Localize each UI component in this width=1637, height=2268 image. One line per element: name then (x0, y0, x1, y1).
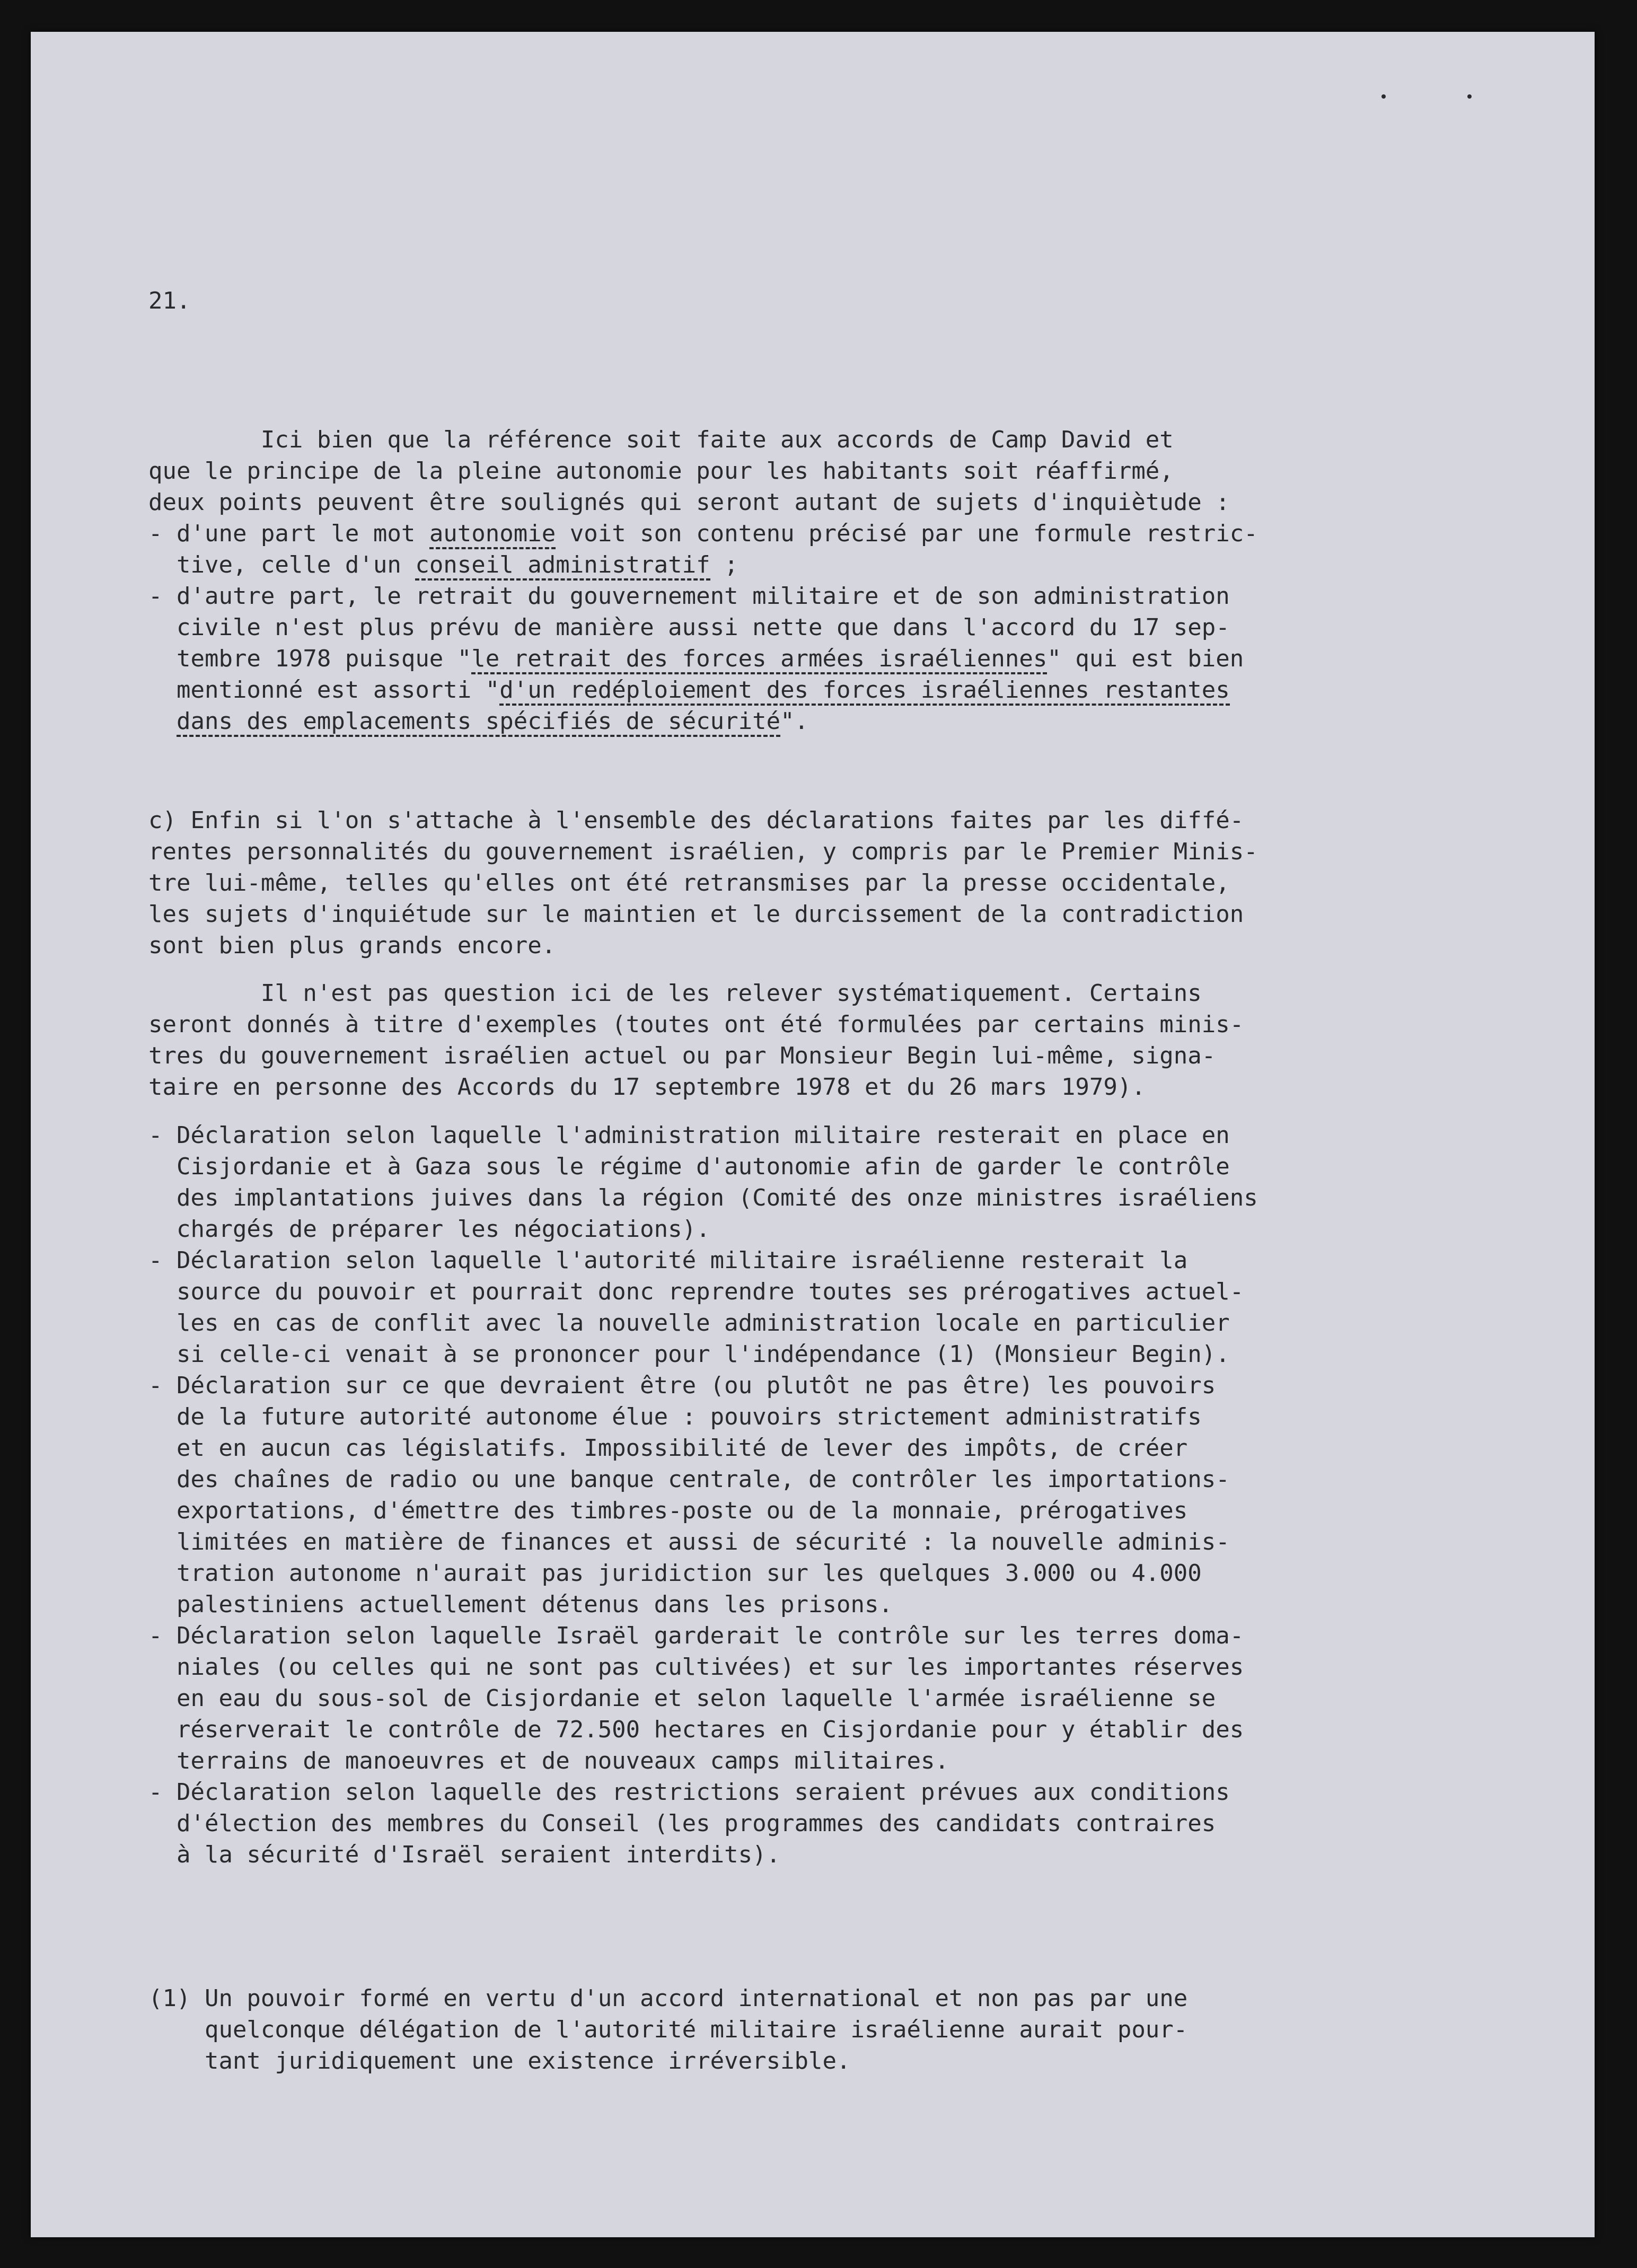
underlined-conseil: conseil administratif (415, 551, 710, 581)
punch-mark (1467, 94, 1472, 99)
list-item-declaration-1: - Déclaration selon laquelle l'administration militaire resterait en place en Cisjordanie et à Gaza sous le régime d'autonomie afin de garder le contrôle des implantations juives dans la région (Comité des onze ministres israéliens chargés de préparer les négociations). (148, 1122, 1258, 1243)
underlined-redeploiement: d'un redéploiement des forces israéliennes restantes (499, 676, 1230, 706)
underlined-autonomie: autonomie (429, 520, 556, 549)
paragraph-examples: Il n'est pas question ici de les relever systématiquement. Certains seront donnés à titre d'exemples (toutes ont été formulées par certains minis- tres du gouvernement israélien actuel ou par Monsieur Begin lui-même, signa- taire en personne des Accords du 17 septembre 1978 et du 26 mars 1979). (148, 980, 1244, 1101)
list-item-declaration-4: - Déclaration selon laquelle Israël garderait le contrôle sur les terres doma- niales (ou celles qui ne sont pas cultivées) et sur les importantes réserves en eau du sous-sol de Cisjordanie et selon laquelle l'armée israélienne se réserverait le contrôle de 72.500 hectares en Cisjordanie pour y établir des terrains de manoeuvres et de nouveaux camps militaires. (148, 1622, 1244, 1774)
document-page (31, 32, 1595, 2237)
underlined-retrait: le retrait des forces armées israéliennes (471, 645, 1047, 674)
list-item-declaration-2: - Déclaration selon laquelle l'autorité militaire israélienne resterait la source du pouvoir et pourrait donc reprendre toutes ses prérogatives actuel- les en cas de conflit avec la nouvelle administration locale en particulier si celle-ci venait à se prononcer pour l'indépendance (1) (Monsieur Begin). (148, 1247, 1244, 1368)
list-item-declaration-3: - Déclaration sur ce que devraient être (ou plutôt ne pas être) les pouvoirs de la future autorité autonome élue : pouvoirs strictement administratifs et en aucun cas législatifs. Impossibilité de lever des impôts, de créer des chaînes de radio ou une banque centrale, de contrôler les importations- exportations, d'émettre des timbres-poste ou de la monnaie, prérogatives limitées en matière de finances et aussi de sécurité : la nouvelle adminis- tration autonome n'aurait pas juridiction sur les quelques 3.000 ou 4.000 palestiniens actuellement détenus dans les prisons. (148, 1372, 1230, 1618)
paragraph-camp-david: Ici bien que la référence soit faite aux accords de Camp David et que le principe de la pleine autonomie pour les habitants soit réaffirmé, deux points peuvent être soulignés qui seront autant de sujets d'inquiètude : - d'une part le mot autonomie voit son contenu précisé par une formule restric- tive, celle d'un conseil administratif ; - d'autre part, le retrait du gouvernement militaire et de son administration civile n'est plus prévu de manière aussi nette que dans l'accord du 17 sep- tembre 1978 puisque "le retrait des forces armées israéliennes" qui est bien mentionné est assorti "d'un redéploiement des forces israéliennes restantes dans des emplacements spécifiés de sécurité". (148, 424, 1258, 737)
page-number: 21. (148, 287, 191, 314)
paragraph-declarations: c) Enfin si l'on s'attache à l'ensemble des déclarations faites par les diffé- rentes personnalités du gouvernement israélien, y compris par le Premier Minis- tre lui-même, telles qu'elles ont été retransmises par la presse occidentale, les sujets d'inquiétude sur le maintien et le durcissement de la contradiction sont bien plus grands encore. (148, 807, 1258, 959)
footnote: (1) Un pouvoir formé en vertu d'un accord international et non pas par une quelconque délégation de l'autorité militaire israélienne aurait pour- tant juridiquement une existence irréversible. (148, 1985, 1188, 2074)
punch-mark (1381, 94, 1386, 99)
list-item-declaration-5: - Déclaration selon laquelle des restrictions seraient prévues aux conditions d'élection des membres du Conseil (les programmes des candidats contraires à la sécurité d'Israël seraient interdits). (148, 1779, 1230, 1868)
underlined-emplacements: dans des emplacements spécifiés de sécurité (177, 708, 780, 737)
